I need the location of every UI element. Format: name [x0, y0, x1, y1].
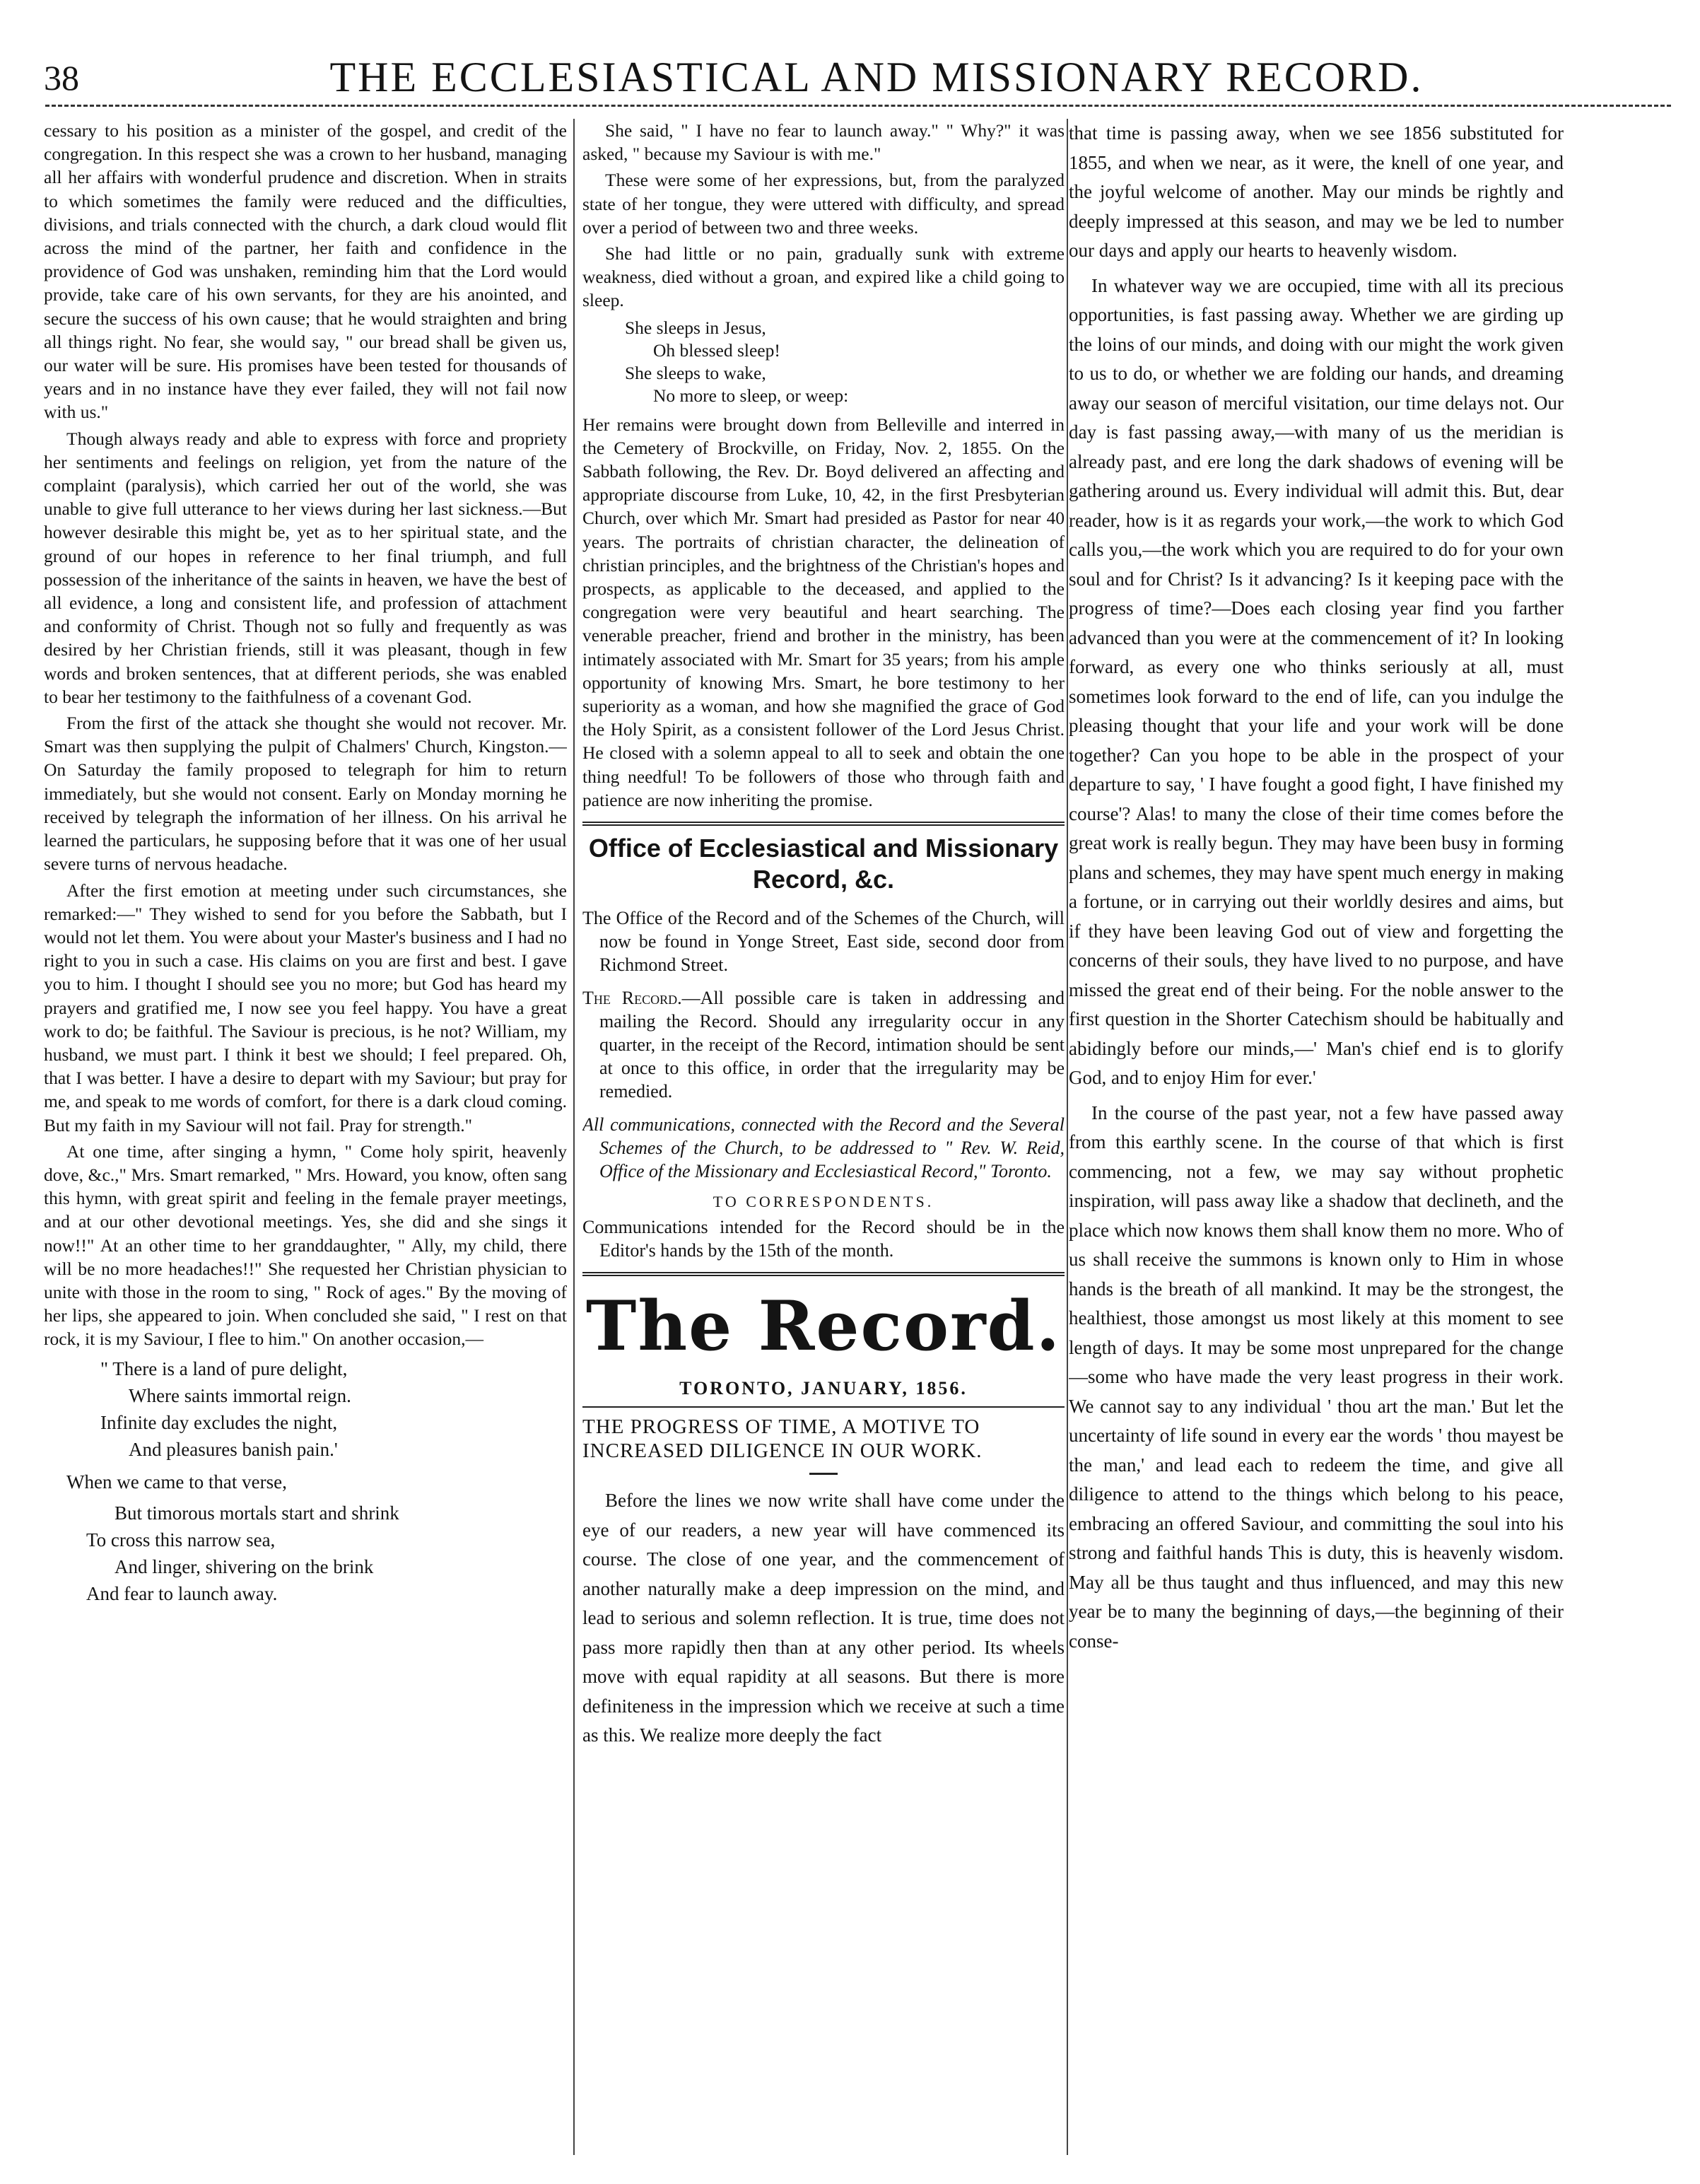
paragraph: Though always ready and able to express with force and propriety her sentiments and feelings on religion, yet from the nature of the complaint (paralysis), which carried her out of the world, she was unable to give full utterance to her views during her last sickness.—But however desirable this might be, yet as to her spiritual state, and the ground of our hopes in reference to her final triumph, and full possession of the inheritance of the saints in heaven, we have the best of all evidence, a long and consistent life, and profession of attachment and conformity of Christ. Though not so fully and frequently as was desired by her Christian friends, still it was pleasant, though in few words and broken sentences, that at different periods, she was enabled to bear her testimony to the faithfulness of a covenant God. — [44, 428, 567, 707]
section-rule — [582, 1272, 1065, 1276]
short-rule — [809, 1473, 838, 1475]
record-notice-text: —All possible care is taken in addressing and mailing the Record. Should any irregularity occur in any quarter, in the receipt of the Record, intimation should be sent at once to this office, in order that the irregularity may be remedied. — [599, 988, 1065, 1102]
verse-line: " There is a land of pure delight, — [100, 1357, 348, 1379]
verse-line: She sleeps to wake, — [625, 362, 766, 383]
page-number: 38 — [44, 58, 79, 98]
section-rule — [582, 822, 1065, 826]
record-notice — [582, 986, 1065, 1103]
paragraph: that time is passing away, when we see 1856 substituted for 1855, and when we near, as it were, the knell of one year, and the joyful welcome of another. May our minds be rightly and deeply impressed at this season, and may we be led to number our days and apply our hearts to heavenly wisdom. — [1069, 122, 1564, 261]
column-2 — [582, 119, 1065, 2159]
paragraph: From the first of the attack she thought she would not recover. Mr. Smart was then supplying the pulpit of Chalmers' Church, Kingston.—On Saturday the family proposed to telegraph for him to return immediately, but she would not consent. Early on Monday morning he received by telegraph the information of her illness. On his arrival he learned the particulars, he supposing before that it was one of her usual severe turns of nervous headache. — [44, 713, 567, 875]
paragraph: cessary to his position as a minister of the gospel, and credit of the congregation. In this respect she was a crown to her husband, managing all her affairs with wonderful prudence and discretion. When in straits to which sometimes the family were reduced and the difficulties, divisions, and trials connected with the church, a dark cloud would flit across the mind of the partner, her faith and confidence in the providence of God was unshaken, reminding him that the Lord would provide, take care of his own servants, for they are his anointed, and secure the success of his own cause; that he would straighten and bring all things right. No fear, she would say, " our bread shall be given us, our water will be sure. His promises have been tested for thousands of years and in no instance have they ever failed, they will not fail now with us." — [44, 120, 567, 423]
paragraph: She said, " I have no fear to launch away." " Why?" it was asked, " because my Saviour is with me." — [582, 120, 1065, 165]
office-heading: Office of Ecclesiastical and Missionary Record, &c. — [588, 834, 1059, 894]
periodical-title: THE ECCLESIASTICAL AND MISSIONARY RECORD. — [329, 54, 1424, 100]
column-divider-2 — [1067, 119, 1068, 2155]
verse-line: She sleeps in Jesus, — [625, 317, 766, 338]
paragraph: In whatever way we are occupied, time with all its precious opportunities, is fast passing away. Whether we are girding up the loins of our minds, and doing with our might the work given to us to do, or whether we are folding our hands, and dreaming away our season of merciful visitation, our time delays not. Our day is fast passing away,—with many of us the meridian is already past, and ere long the dark shadows of evening will be gathering around us. Every individual will admit this. But, dear reader, how is it as regards your work,—the work to which God calls you,—the work which you are required to do for your own soul and for Christ? Is it advancing? Is it keeping pace with the progress of time?—Does each closing year find you farther advanced than you were at the commencement of it? In looking forward, as every one who thinks seriously at all, must sometimes look forward to the end of life, can you indulge the pleasing thought that your life and your work will be done together? Can you hope to be able in the prospect of your departure to say, ' I have fought a good fight, I have finished my course'? Alas! to many the close of their time comes before the great work is really begun. They may have been busy in forming plans and schemes, they may have spent much energy in making a fortune, or in carrying out their worldly desires and aims, but if they have been leaving God out of view and forgetting the concerns of their souls, they have lived to no purpose, and have missed the great end of their being. For the noble answer to the first question in the Shorter Catechism should be habitually and abidingly before our minds,—' Man's chief end is to glorify God, and to enjoy Him for ever.' — [1069, 274, 1564, 1088]
article-heading: THE PROGRESS OF TIME, A MOTIVE TO INCREASED DILIGENCE IN OUR WORK. — [582, 1415, 983, 1463]
paragraph: Before the lines we now write shall have come under the eye of our readers, a new year will have commenced its course. The close of one year, and the commencement of another naturally make a deep impression on the mind, and lead to serious and solemn reflection. It is true, time does not pass more rapidly then than at any other period. Its wheels move with equal rapidity at all seasons. But there is more definiteness in the impression which we receive at such a time as this. We realize more deeply the fact — [582, 1490, 1065, 1746]
verse-line: To cross this narrow sea, — [86, 1529, 276, 1551]
verse-line: And linger, shivering on the brink — [115, 1555, 374, 1577]
paragraph: After the first emotion at meeting under such circumstances, she remarked:—" They wished to send for you before the Sabbath, but I would not let them. You were about your Master's business and I had no right to you in such a case. His claims on you are first and best. I gave you to him. I thought I should see you no more; but God has heard my prayers and gratified me, I now see you feel happy. You have a great work to do; be faithful. The Saviour is precious, is he not? William, my husband, we must part. I think it best we should; I feel prepared. Oh, that I was better. I have a desire to depart with my Saviour; but pray for me, and speak to me words of comfort, for there is a dark cloud coming. But my faith in my Saviour will not fail. Pray for strength." — [44, 880, 567, 1135]
record-label: The Record. — [582, 988, 682, 1009]
verse-line: Oh blessed sleep! — [653, 339, 780, 361]
hymn-verse — [582, 317, 1065, 407]
office-notice: The Office of the Record and of the Schemes of the Church, will now be found in Yonge Street, East side, second door from Richmond Street. — [582, 908, 1065, 976]
verse-line: And pleasures banish pain.' — [129, 1438, 338, 1460]
section-rule — [582, 1406, 1065, 1408]
column-divider-1 — [573, 119, 575, 2155]
paragraph: When we came to that verse, — [66, 1471, 287, 1493]
record-masthead: The Record. — [585, 1286, 1062, 1367]
verse-line: But timorous mortals start and shrink — [115, 1502, 399, 1524]
correspondents-heading: TO CORRESPONDENTS. — [713, 1193, 934, 1211]
header-rule — [45, 105, 1671, 107]
paragraph: Her remains were brought down from Belleville and interred in the Cemetery of Brockville, on Friday, Nov. 2, 1855. On the Sabbath following, the Rev. Dr. Boyd delivered an affecting and appropriate discourse from Luke, 10, 42, in the first Presbyterian Church, over which Mr. Smart had presided as Pastor for near 40 years. The portraits of christian character, the delineation of christian principles, and the brightness of the Christian's hopes and prospects, as applicable to the deceased, and applied to the congregation were very beautiful and heart searching. The venerable preacher, friend and brother in the ministry, has been intimately associated with Mr. Smart for 35 years; from his ample opportunity of knowing Mrs. Smart, he bore testimony to her superiority as a woman, and how she magnified the grace of God the Holy Spirit, as a consistent follower of the Lord Jesus Christ. He closed with a solemn appeal to all to seek and obtain the one thing needful! To be followers of those who through faith and patience are now inheriting the promise. — [582, 414, 1065, 810]
hymn-verse — [44, 1355, 567, 1463]
dateline: TORONTO, JANUARY, 1856. — [679, 1378, 968, 1399]
paragraph: These were some of her expressions, but, from the paralyzed state of her tongue, they were uttered with difficulty, and spread over a period of between two and three weeks. — [582, 170, 1065, 238]
column-1 — [44, 119, 567, 2159]
paragraph: She had little or no pain, gradually sunk with extreme weakness, died without a groan, and expired like a child going to sleep. — [582, 243, 1065, 311]
paragraph: In the course of the past year, not a few have passed away from this earthly scene. In the course of that which is first commencing, not a few, we may say without prophetic inspiration, will pass away like a shadow that declineth, and the place which now knows them shall know them no more. Who of us shall receive the summons is known only to Him in whose hands is the breath of all mankind. It may be the strongest, the healthiest, those amongst us most likely at this moment to see length of days. It may be some most unprepared for the change—some who have made the very least progress in their work. We cannot say to any individual ' thou art the man.' But let the uncertainty of life sound in every ear the words ' thou mayest be the man,' and lead each to redeem the time, and give all diligence to attend to the things which belong to his peace, embracing an offered Saviour, and committing the soul into his strong and faithful hands This is duty, this is heavenly wisdom. May all be thus taught and thus influenced, and may this new year be to many the beginning of days,—the beginning of their conse- — [1069, 1102, 1564, 1652]
column-3 — [1069, 119, 1564, 2159]
paragraph: At one time, after singing a hymn, " Come holy spirit, heavenly dove, &c.," Mrs. Smart remarked, " Mrs. Howard, you know, often sang this hymn, with great spirit and feeling in the female prayer meetings, and at our other devotional meetings. Yes, she did and she sings it now!!" At an other time to her granddaughter, " Ally, my child, there will be no more headaches!!" She requested her Christian physician to unite with those in the room to sing, " Rock of ages." By the moving of her lips, she appeared to join. When concluded she said, " I rest on that rock, it is my Saviour, I flee to him." On another occasion,— — [44, 1140, 567, 1350]
correspondents-notice: Communications intended for the Record should be in the Editor's hands by the 15th of the month. — [582, 1217, 1065, 1261]
verse-line: Infinite day excludes the night, — [100, 1411, 338, 1433]
hymn-verse — [44, 1500, 567, 1607]
verse-line: And fear to launch away. — [86, 1582, 278, 1604]
verse-line: No more to sleep, or weep: — [653, 385, 849, 406]
verse-line: Where saints immortal reign. — [129, 1384, 351, 1406]
communications-note: All communications, connected with the Record and the Several Schemes of the Church, to be addressed to " Rev. W. Reid, Office of the Missionary and Ecclesiastical Record," Toronto. — [582, 1114, 1065, 1182]
